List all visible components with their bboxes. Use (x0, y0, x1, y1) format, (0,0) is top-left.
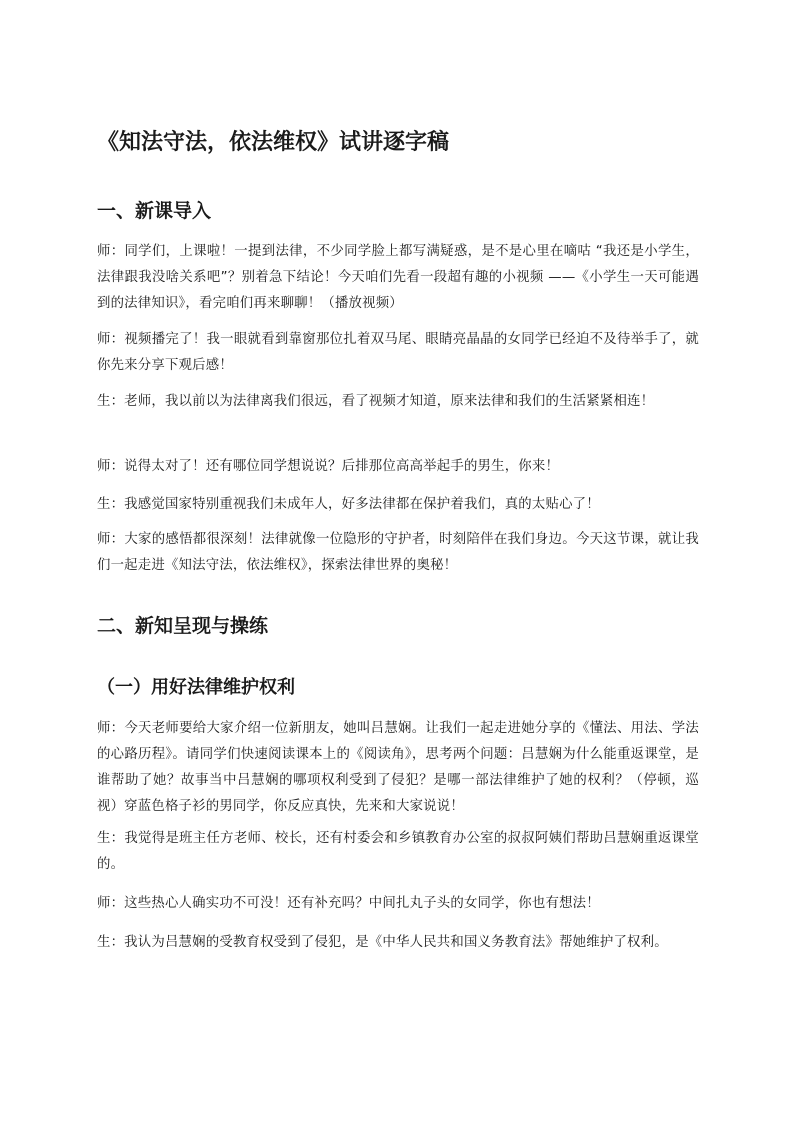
paragraph: 生：我觉得是班主任方老师、校长，还有村委会和乡镇教育办公室的叔叔阿姨们帮助吕慧娴重返课堂的。 (97, 831, 699, 872)
section-heading-new-knowledge: 二、新知呈现与操练 (97, 615, 269, 637)
paragraph: 生：老师，我以前以为法律离我们很远，看了视频才知道，原来法律和我们的生活紧紧相连！ (97, 394, 655, 409)
paragraph: 师：视频播完了！我一眼就看到靠窗那位扎着双马尾、眼睛亮晶晶的女同学已经迫不及待举手了，就你先来分享下观后感！ (97, 332, 699, 373)
paragraph: 师：这些热心人确实功不可没！还有补充吗？中间扎丸子头的女同学，你也有想法！ (97, 896, 600, 911)
paragraph: 生：我感觉国家特别重视我们未成年人，好多法律都在保护着我们，真的太贴心了！ (97, 497, 600, 512)
paragraph: 师：大家的感悟都很深刻！法律就像一位隐形的守护者，时刻陪伴在我们身边。今天这节课，就让我们一起走进《知法守法，依法维权》，探索法律世界的奥秘！ (97, 532, 699, 573)
document-title: 《知法守法，依法维权》试讲逐字稿 (97, 130, 450, 155)
subsection-heading-rights: （一）用好法律维护权利 (97, 677, 295, 698)
paragraph: 师：今天老师要给大家介绍一位新朋友，她叫吕慧娴。让我们一起走进她分享的《懂法、用法、学法的心路历程》。请同学们快速阅读课本上的《阅读角》，思考两个问题：吕慧娴为什么能重返课堂，是谁帮助了她？故事当中吕慧娴的哪项权利受到了侵犯？是哪一部法律维护了她的权利？（停顿，巡视）穿蓝色格子衫的男同学，你反应真快，先来和大家说说！ (97, 721, 699, 814)
paragraph: 师：说得太对了！还有哪位同学想说说？后排那位高高举起手的男生，你来！ (97, 459, 560, 474)
section-heading-introduction: 一、新课导入 (97, 200, 212, 222)
paragraph: 师：同学们，上课啦！一提到法律，不少同学脸上都写满疑惑，是不是心里在嘀咕 “我还是小学生，法律跟我没啥关系吧”？别着急下结论！今天咱们先看一段超有趣的小视频 ——《小学生一天可能遇到的法律知识》，看完咱们再来聊聊！（播放视频） (97, 244, 699, 311)
paragraph: 生：我认为吕慧娴的受教育权受到了侵犯，是《中华人民共和国义务教育法》帮她维护了权利。 (97, 935, 668, 950)
